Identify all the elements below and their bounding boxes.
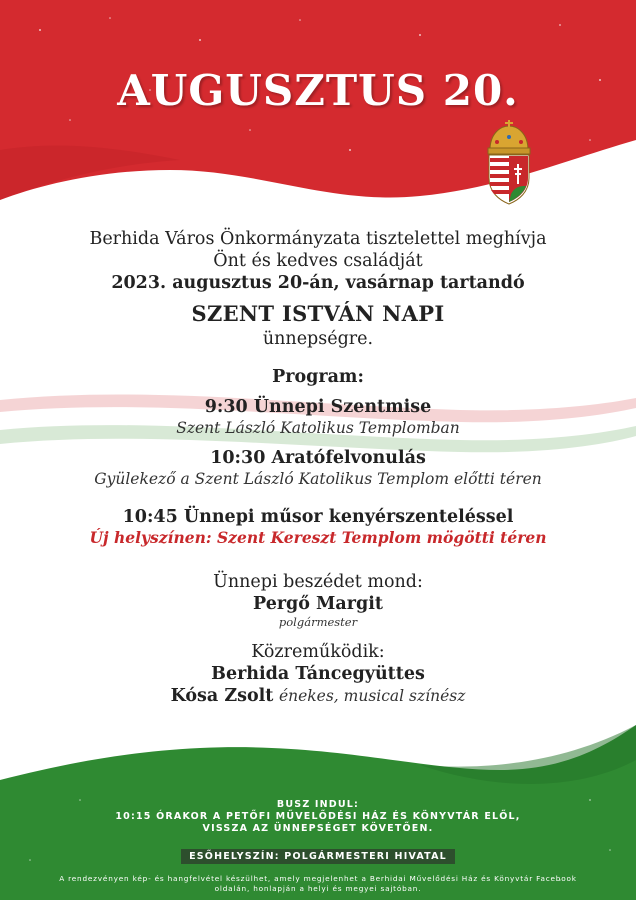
event-date: 2023. augusztus 20-án, vasárnap tartandó [111, 273, 525, 293]
bus-line-1: 10:15 ÓRAKOR A PETŐFI MŰVELŐDÉSI HÁZ ÉS KÖNYVTÁR ELŐL, [115, 811, 521, 822]
program-item-2-title: 10:30 Aratófelvonulás [210, 448, 426, 468]
hungarian-coat-of-arms-icon [482, 120, 536, 206]
program-item-2-place: Gyülekező a Szent László Katolikus Templom előtti téren [94, 470, 542, 488]
program-item-1-title: 9:30 Ünnepi Szentmise [204, 397, 432, 417]
program-item-3-place [0, 528, 636, 547]
speaker-name: Pergő Margit [253, 594, 383, 614]
page-title: AUGUSZTUS 20. [117, 66, 519, 115]
new-location-label: Új helyszínen: [89, 528, 212, 547]
footer [0, 799, 636, 894]
program-item-1-place: Szent László Katolikus Templomban [176, 419, 460, 437]
speaker-role: polgármester [278, 615, 358, 629]
invitation-line-1: Berhida Város Önkormányzata tisztelettel meghívja [89, 229, 547, 249]
event-name: SZENT ISTVÁN NAPI [191, 301, 445, 326]
performer-person-role: énekes, musical színész [278, 687, 466, 705]
program-heading: Program: [272, 367, 364, 387]
performer-group: Berhida Táncegyüttes [211, 664, 425, 684]
bus-line-2: VISSZA AZ ÜNNEPSÉGET KÖVETŐEN. [202, 823, 434, 834]
new-location-value: Szent Kereszt Templom mögötti téren [216, 528, 547, 547]
performer-person [0, 685, 636, 707]
rain-location-badge: ESŐHELYSZÍN: POLGÁRMESTERI HIVATAL [181, 849, 455, 864]
performer-person-name: Kósa Zsolt [170, 686, 274, 706]
main-content [0, 228, 636, 707]
invitation-line-4: ünnepségre. [262, 329, 374, 349]
bus-title: BUSZ INDUL: [276, 799, 360, 810]
performers-label: Közreműködik: [251, 642, 385, 662]
invitation-line-2: Önt és kedves családját [213, 251, 423, 271]
program-item-3-title: 10:45 Ünnepi műsor kenyérszenteléssel [122, 507, 514, 527]
recording-notice: A rendezvényen kép- és hangfelvétel készülhet, amely megjelenhet a Berhidai Művelődési Ház és Könyvtár Facebook oldalán, honlapján a helyi és megyei sajtóban. [59, 874, 577, 893]
speech-label: Ünnepi beszédet mond: [213, 572, 423, 592]
